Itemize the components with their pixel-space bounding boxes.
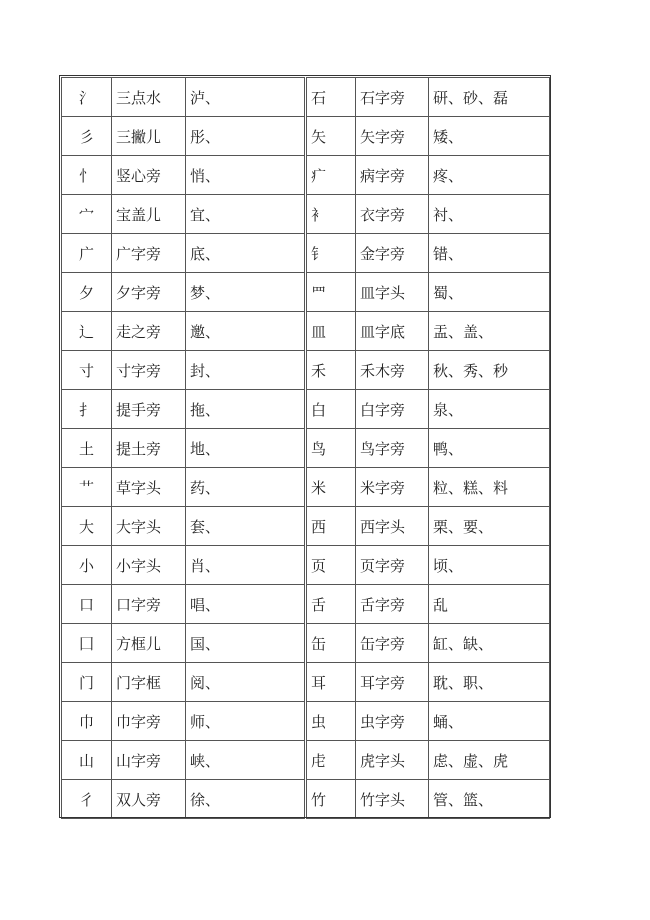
radical-right: 缶 [306, 624, 356, 663]
table-row [62, 78, 550, 117]
table-row [62, 351, 550, 390]
radical-name-right: 皿字头 [356, 273, 429, 312]
radical-name-right: 虎字头 [356, 741, 429, 780]
example-chars-right: 错、 [429, 234, 550, 273]
radical-right: 竹 [306, 780, 356, 819]
example-chars-right: 盂、盖、 [429, 312, 550, 351]
table-row [62, 507, 550, 546]
example-chars-right: 耽、职、 [429, 663, 550, 702]
radical-right: 石 [306, 78, 356, 117]
radical-left: 辶 [62, 312, 112, 351]
radical-name-right: 矢字旁 [356, 117, 429, 156]
example-chars-right: 缸、缺、 [429, 624, 550, 663]
radical-left: 彡 [62, 117, 112, 156]
example-chars-left: 底、 [186, 234, 306, 273]
radical-left: 寸 [62, 351, 112, 390]
radical-left: 夕 [62, 273, 112, 312]
radical-name-right: 病字旁 [356, 156, 429, 195]
radical-name-right: 耳字旁 [356, 663, 429, 702]
radical-name-right: 鸟字旁 [356, 429, 429, 468]
table-row [62, 390, 550, 429]
radical-name-left: 三撇儿 [112, 117, 186, 156]
example-chars-right: 栗、要、 [429, 507, 550, 546]
example-chars-right: 蛹、 [429, 702, 550, 741]
table-row [62, 663, 550, 702]
radical-right: 耳 [306, 663, 356, 702]
table-row [62, 468, 550, 507]
radical-right: 米 [306, 468, 356, 507]
example-chars-right: 疼、 [429, 156, 550, 195]
table-row [62, 312, 550, 351]
radical-right: 衤 [306, 195, 356, 234]
radical-right: 虫 [306, 702, 356, 741]
radical-name-right: 金字旁 [356, 234, 429, 273]
example-chars-right: 虑、虚、虎 [429, 741, 550, 780]
example-chars-left: 阅、 [186, 663, 306, 702]
example-chars-right: 乱 [429, 585, 550, 624]
table-row [62, 195, 550, 234]
radical-table [61, 77, 550, 819]
example-chars-right: 鸭、 [429, 429, 550, 468]
radical-table-container [61, 77, 549, 816]
table-row [62, 234, 550, 273]
example-chars-left: 唱、 [186, 585, 306, 624]
radical-name-right: 皿字底 [356, 312, 429, 351]
radical-left: 广 [62, 234, 112, 273]
radical-name-left: 夕字旁 [112, 273, 186, 312]
example-chars-right: 衬、 [429, 195, 550, 234]
example-chars-right: 泉、 [429, 390, 550, 429]
radical-name-right: 禾木旁 [356, 351, 429, 390]
example-chars-left: 悄、 [186, 156, 306, 195]
example-chars-right: 秋、秀、秒 [429, 351, 550, 390]
example-chars-right: 管、篮、 [429, 780, 550, 819]
radical-left: 口 [62, 585, 112, 624]
table-row [62, 624, 550, 663]
example-chars-left: 拖、 [186, 390, 306, 429]
table-row [62, 273, 550, 312]
example-chars-right: 矮、 [429, 117, 550, 156]
radical-name-left: 提土旁 [112, 429, 186, 468]
radical-right: 钅 [306, 234, 356, 273]
radical-left: 艹 [62, 468, 112, 507]
example-chars-right: 研、砂、磊 [429, 78, 550, 117]
radical-name-left: 大字头 [112, 507, 186, 546]
example-chars-left: 地、 [186, 429, 306, 468]
example-chars-left: 梦、 [186, 273, 306, 312]
radical-name-right: 米字旁 [356, 468, 429, 507]
example-chars-left: 彤、 [186, 117, 306, 156]
radical-left: 扌 [62, 390, 112, 429]
example-chars-left: 封、 [186, 351, 306, 390]
radical-name-right: 石字旁 [356, 78, 429, 117]
example-chars-right: 顷、 [429, 546, 550, 585]
radical-name-left: 双人旁 [112, 780, 186, 819]
radical-right: 禾 [306, 351, 356, 390]
radical-right: 页 [306, 546, 356, 585]
radical-name-left: 小字头 [112, 546, 186, 585]
radical-right: 舌 [306, 585, 356, 624]
radical-name-left: 提手旁 [112, 390, 186, 429]
example-chars-right: 粒、糕、料 [429, 468, 550, 507]
radical-name-left: 山字旁 [112, 741, 186, 780]
radical-name-right: 白字旁 [356, 390, 429, 429]
example-chars-left: 宜、 [186, 195, 306, 234]
radical-left: 门 [62, 663, 112, 702]
radical-left: 宀 [62, 195, 112, 234]
radical-name-left: 三点水 [112, 78, 186, 117]
table-row [62, 585, 550, 624]
radical-name-left: 广字旁 [112, 234, 186, 273]
radical-left: 囗 [62, 624, 112, 663]
radical-right: 白 [306, 390, 356, 429]
radical-name-left: 口字旁 [112, 585, 186, 624]
radical-table-body [62, 78, 550, 819]
radical-name-right: 竹字头 [356, 780, 429, 819]
radical-left: 小 [62, 546, 112, 585]
table-row [62, 702, 550, 741]
radical-name-left: 宝盖儿 [112, 195, 186, 234]
radical-right: 虍 [306, 741, 356, 780]
radical-name-right: 虫字旁 [356, 702, 429, 741]
example-chars-left: 师、 [186, 702, 306, 741]
radical-name-right: 缶字旁 [356, 624, 429, 663]
table-row [62, 741, 550, 780]
radical-name-right: 西字头 [356, 507, 429, 546]
table-row [62, 117, 550, 156]
radical-left: 山 [62, 741, 112, 780]
radical-name-left: 寸字旁 [112, 351, 186, 390]
example-chars-right: 蜀、 [429, 273, 550, 312]
example-chars-left: 邀、 [186, 312, 306, 351]
table-row [62, 156, 550, 195]
table-row [62, 429, 550, 468]
example-chars-left: 国、 [186, 624, 306, 663]
example-chars-left: 肖、 [186, 546, 306, 585]
radical-left: 忄 [62, 156, 112, 195]
example-chars-left: 徐、 [186, 780, 306, 819]
table-row [62, 780, 550, 819]
radical-name-right: 衣字旁 [356, 195, 429, 234]
table-row [62, 546, 550, 585]
radical-left: 巾 [62, 702, 112, 741]
radical-left: 氵 [62, 78, 112, 117]
radical-name-left: 巾字旁 [112, 702, 186, 741]
radical-name-left: 草字头 [112, 468, 186, 507]
radical-right: 皿 [306, 312, 356, 351]
radical-right: 西 [306, 507, 356, 546]
example-chars-left: 泸、 [186, 78, 306, 117]
radical-name-right: 舌字旁 [356, 585, 429, 624]
radical-name-left: 走之旁 [112, 312, 186, 351]
radical-name-left: 竖心旁 [112, 156, 186, 195]
radical-left: 彳 [62, 780, 112, 819]
radical-right: 罒 [306, 273, 356, 312]
radical-name-left: 门字框 [112, 663, 186, 702]
radical-right: 疒 [306, 156, 356, 195]
example-chars-left: 套、 [186, 507, 306, 546]
radical-name-right: 页字旁 [356, 546, 429, 585]
radical-left: 土 [62, 429, 112, 468]
radical-name-left: 方框儿 [112, 624, 186, 663]
example-chars-left: 药、 [186, 468, 306, 507]
radical-right: 鸟 [306, 429, 356, 468]
radical-left: 大 [62, 507, 112, 546]
example-chars-left: 峡、 [186, 741, 306, 780]
radical-right: 矢 [306, 117, 356, 156]
